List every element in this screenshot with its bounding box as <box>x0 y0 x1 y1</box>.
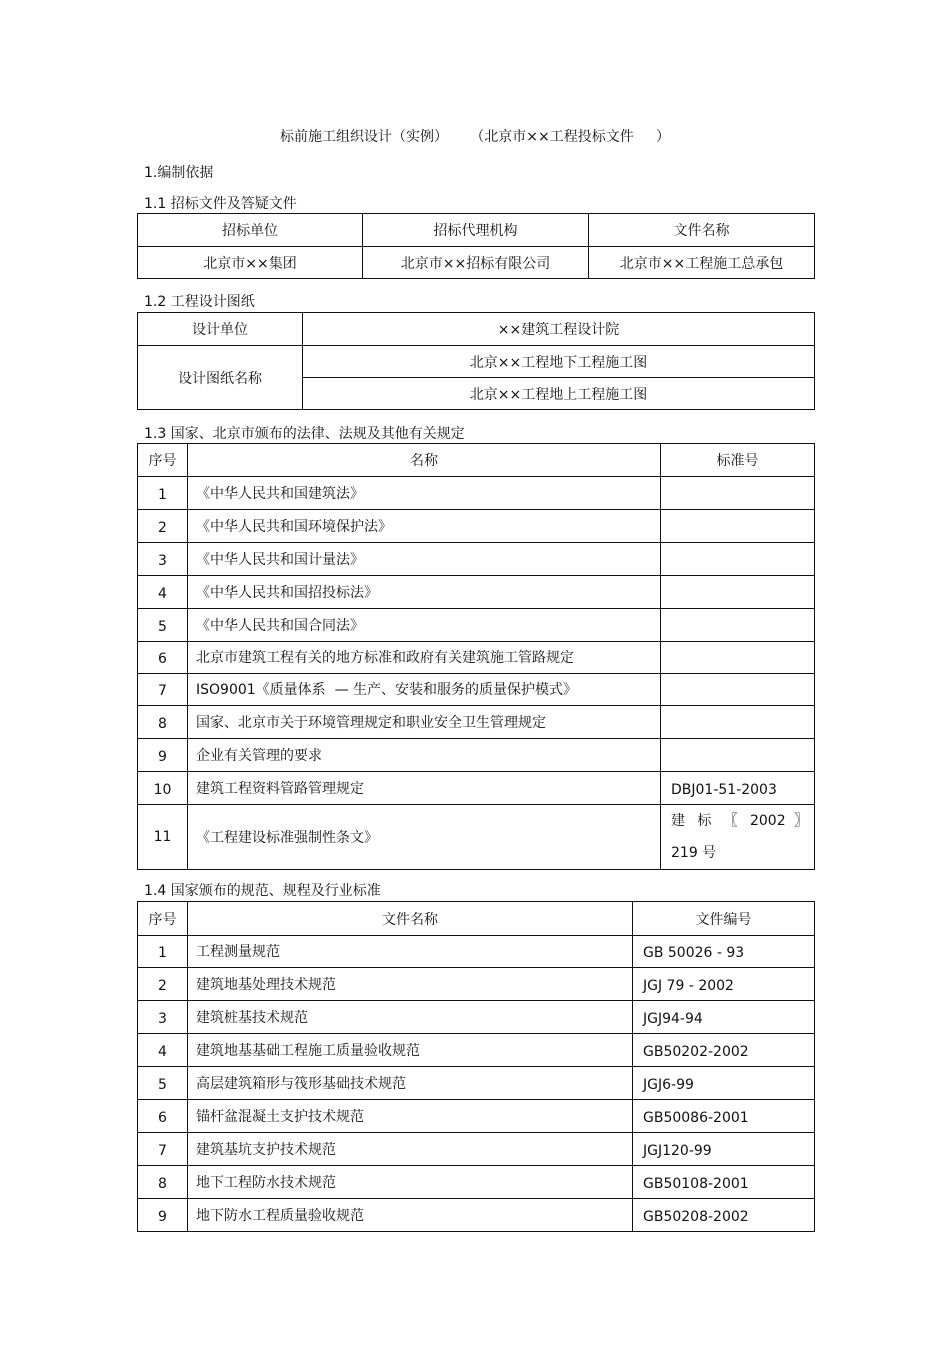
table-row <box>138 1133 815 1166</box>
row-code: JGJ94-94 <box>633 1001 815 1034</box>
row-code: GB50086-2001 <box>633 1100 815 1133</box>
row-name: 地下工程防水技术规范 <box>188 1166 633 1199</box>
row-name: ISO9001《质量体系 — 生产、安装和服务的质量保护模式》 <box>188 674 661 706</box>
table-row <box>138 706 815 739</box>
row-name: 建筑工程资料管路管理规定 <box>188 772 661 805</box>
row-code: JGJ120-99 <box>633 1133 815 1166</box>
table-cell: 北京市××招标有限公司 <box>363 247 589 279</box>
row-number: 2 <box>138 968 188 1001</box>
row-number: 9 <box>138 1199 188 1232</box>
page-title: 标前施工组织设计（实例） （北京市××工程投标文件 ） <box>280 129 670 145</box>
row-number: 5 <box>138 609 188 642</box>
row-number: 5 <box>138 1067 188 1100</box>
row-name: 建筑桩基技术规范 <box>188 1001 633 1034</box>
row-name: 高层建筑箱形与筏形基础技术规范 <box>188 1067 633 1100</box>
row-number: 6 <box>138 1100 188 1133</box>
row-code: GB50208-2002 <box>633 1199 815 1232</box>
row-standard <box>661 543 815 576</box>
table-row <box>138 576 815 609</box>
row-standard <box>661 477 815 510</box>
row-standard <box>661 609 815 642</box>
row-name: 《工程建设标准强制性条文》 <box>188 805 661 870</box>
design-unit-value: ××建筑工程设计院 <box>303 313 815 346</box>
row-number: 1 <box>138 477 188 510</box>
row-code: GB 50026 - 93 <box>633 936 815 968</box>
header-cell: 标准号 <box>661 444 815 477</box>
design-drawings-table <box>137 312 815 410</box>
row-name: 建筑地基处理技术规范 <box>188 968 633 1001</box>
national-standards-table <box>137 901 815 1232</box>
header-cell: 序号 <box>138 444 188 477</box>
drawing-name: 北京××工程地下工程施工图 <box>303 346 815 378</box>
section-heading-1: 1.编制依据 <box>144 165 214 181</box>
table-row <box>138 805 815 870</box>
table-row <box>138 510 815 543</box>
row-number: 3 <box>138 543 188 576</box>
row-standard <box>661 706 815 739</box>
row-name: 《中华人民共和国合同法》 <box>188 609 661 642</box>
row-number: 9 <box>138 739 188 772</box>
section-heading-1-3: 1.3 国家、北京市颁布的法律、法规及其他有关规定 <box>144 426 465 442</box>
laws-regulations-table <box>137 443 815 870</box>
table-row <box>138 642 815 674</box>
row-name: 《中华人民共和国建筑法》 <box>188 477 661 510</box>
row-name: 工程测量规范 <box>188 936 633 968</box>
table-row <box>138 739 815 772</box>
row-name: 建筑基坑支护技术规范 <box>188 1133 633 1166</box>
header-cell: 文件编号 <box>633 902 815 936</box>
row-code: JGJ6-99 <box>633 1067 815 1100</box>
row-name: 《中华人民共和国计量法》 <box>188 543 661 576</box>
row-standard <box>661 642 815 674</box>
table-row <box>138 1034 815 1067</box>
section-heading-1-1: 1.1 招标文件及答疑文件 <box>144 196 297 212</box>
table-row <box>138 936 815 968</box>
row-standard <box>661 576 815 609</box>
row-number: 3 <box>138 1001 188 1034</box>
row-standard <box>661 510 815 543</box>
table-row <box>138 674 815 706</box>
row-standard: 建 标 〖 2002 〗 219 号 <box>661 805 815 870</box>
table-cell: 北京市××集团 <box>138 247 363 279</box>
header-cell: 序号 <box>138 902 188 936</box>
row-number: 1 <box>138 936 188 968</box>
row-number: 7 <box>138 1133 188 1166</box>
row-number: 11 <box>138 805 188 870</box>
table-row <box>138 609 815 642</box>
table-row <box>138 477 815 510</box>
row-name: 国家、北京市关于环境管理规定和职业安全卫生管理规定 <box>188 706 661 739</box>
row-number: 7 <box>138 674 188 706</box>
table-row <box>138 1166 815 1199</box>
row-number: 4 <box>138 1034 188 1067</box>
row-code: GB50108-2001 <box>633 1166 815 1199</box>
row-name: 北京市建筑工程有关的地方标准和政府有关建筑施工管路规定 <box>188 642 661 674</box>
table-row <box>138 1100 815 1133</box>
row-name: 企业有关管理的要求 <box>188 739 661 772</box>
row-standard: DBJ01-51-2003 <box>661 772 815 805</box>
tender-documents-table <box>137 213 815 279</box>
row-code: GB50202-2002 <box>633 1034 815 1067</box>
header-cell: 招标代理机构 <box>363 214 589 247</box>
table-row <box>138 1199 815 1232</box>
row-name: 《中华人民共和国招投标法》 <box>188 576 661 609</box>
header-cell: 文件名称 <box>188 902 633 936</box>
row-name: 锚杆盆混凝土支护技术规范 <box>188 1100 633 1133</box>
table-row <box>138 1067 815 1100</box>
header-cell: 文件名称 <box>589 214 815 247</box>
design-unit-label: 设计单位 <box>138 313 303 346</box>
table-row <box>138 772 815 805</box>
row-number: 6 <box>138 642 188 674</box>
row-standard <box>661 739 815 772</box>
row-number: 8 <box>138 706 188 739</box>
section-heading-1-4: 1.4 国家颁布的规范、规程及行业标准 <box>144 883 381 899</box>
table-cell: 北京市××工程施工总承包 <box>589 247 815 279</box>
table-row <box>138 543 815 576</box>
row-number: 4 <box>138 576 188 609</box>
row-standard <box>661 674 815 706</box>
header-cell: 招标单位 <box>138 214 363 247</box>
row-name: 地下防水工程质量验收规范 <box>188 1199 633 1232</box>
drawing-name: 北京××工程地上工程施工图 <box>303 378 815 410</box>
table-row <box>138 1001 815 1034</box>
drawings-label: 设计图纸名称 <box>138 346 303 410</box>
row-code: JGJ 79 - 2002 <box>633 968 815 1001</box>
section-heading-1-2: 1.2 工程设计图纸 <box>144 294 255 310</box>
row-name: 建筑地基基础工程施工质量验收规范 <box>188 1034 633 1067</box>
row-number: 2 <box>138 510 188 543</box>
row-number: 10 <box>138 772 188 805</box>
header-cell: 名称 <box>188 444 661 477</box>
row-number: 8 <box>138 1166 188 1199</box>
table-row <box>138 968 815 1001</box>
row-name: 《中华人民共和国环境保护法》 <box>188 510 661 543</box>
